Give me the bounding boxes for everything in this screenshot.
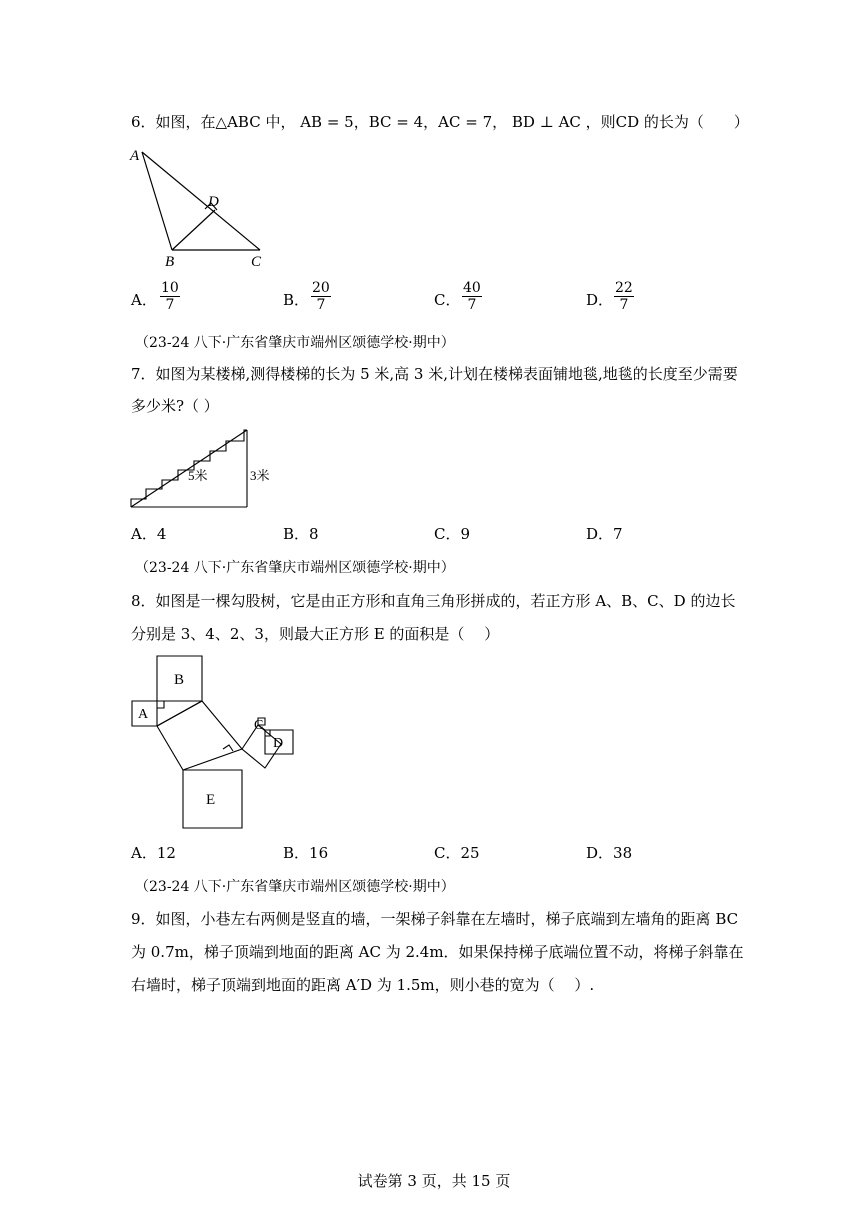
- q7-stem-line1: 7．如图为某楼梯,测得楼梯的长为 5 米,高 3 米,计划在楼梯表面铺地毯,地毯的长度至少需要: [131, 365, 738, 383]
- q6-stem: 6．如图，在△ABC 中， AB = 5，BC = 4，AC = 7， BD ⊥ AC ，则CD 的长为（ ）: [131, 113, 749, 131]
- q8-option-a: A．12: [131, 844, 176, 862]
- q8-option-b: B．16: [283, 844, 329, 862]
- q6-option-d-fraction: [614, 280, 634, 313]
- q6-option-d-denominator: 7: [619, 297, 629, 313]
- q9-stem-line3: 右墙时，梯子顶端到地面的距离 A′D 为 1.5m，则小巷的宽为（ ）.: [131, 976, 595, 994]
- q9-stem-line2: 为 0.7m，梯子顶端到地面的距离 AC 为 2.4m．如果保持梯子底端位置不动，将梯子斜靠在: [131, 943, 744, 961]
- q8-label-a: A: [138, 707, 149, 722]
- q6-label-c: C: [251, 254, 262, 270]
- q7-label-height: 3米: [250, 468, 270, 483]
- q6-option-d-label: D．: [586, 291, 614, 309]
- q6-option-b-label: B．: [283, 291, 310, 309]
- q6-source: （23-24 八下·广东省肇庆市端州区颂德学校·期中）: [135, 335, 455, 351]
- q7-option-d: D．7: [586, 525, 623, 543]
- q6-option-c-label: C．: [434, 291, 461, 309]
- q8-label-c: C: [254, 718, 264, 733]
- q6-label-a: A: [130, 148, 140, 164]
- q6-option-a-fraction: [160, 280, 180, 313]
- q8-stem-line1: 8．如图是一棵勾股树，它是由正方形和直角三角形拼成的，若正方形 A、B、C、D 的边长: [131, 592, 736, 610]
- q8-label-b: B: [174, 672, 185, 688]
- q7-option-b: B．8: [283, 525, 319, 543]
- q6-option-b-fraction: [311, 280, 331, 313]
- q8-option-c: C．25: [434, 844, 480, 862]
- q6-option-d-numerator: 22: [615, 280, 633, 296]
- q7-staircase-figure: [128, 425, 278, 515]
- q6-option-b-numerator: 20: [312, 280, 330, 296]
- q6-label-b: B: [165, 254, 175, 270]
- q6-option-a-label: A．: [131, 291, 157, 309]
- q6-option-c-fraction: [462, 280, 482, 313]
- q8-option-d: D．38: [586, 844, 633, 862]
- q7-option-c: C．9: [434, 525, 471, 543]
- q7-source: （23-24 八下·广东省肇庆市端州区颂德学校·期中）: [135, 560, 455, 576]
- q8-source: （23-24 八下·广东省肇庆市端州区颂德学校·期中）: [135, 879, 455, 895]
- q7-label-slant: 5米: [188, 468, 208, 483]
- page-footer: 试卷第 3 页，共 15 页: [357, 1172, 511, 1190]
- q8-label-d: D: [273, 736, 284, 751]
- q6-triangle-figure: [125, 142, 275, 272]
- q6-option-b-denominator: 7: [316, 297, 326, 313]
- q6-option-a-numerator: 10: [161, 280, 179, 296]
- q8-stem-line2: 分别是 3、4、2、3，则最大正方形 E 的面积是（ ）: [131, 625, 500, 643]
- q7-stem-line2: 多少米?（ ）: [131, 397, 219, 415]
- q9-stem-line1: 9．如图，小巷左右两侧是竖直的墙，一架梯子斜靠在左墙时，梯子底端到左墙角的距离 BC: [131, 910, 739, 928]
- q8-pythagoras-tree-figure: [125, 650, 305, 835]
- q6-option-c-denominator: 7: [467, 297, 477, 313]
- q6-option-c-numerator: 40: [463, 280, 481, 296]
- q8-label-e: E: [206, 792, 216, 808]
- q7-option-a: A．4: [131, 525, 167, 543]
- q6-label-d: D: [208, 194, 219, 210]
- q6-option-a-denominator: 7: [165, 297, 175, 313]
